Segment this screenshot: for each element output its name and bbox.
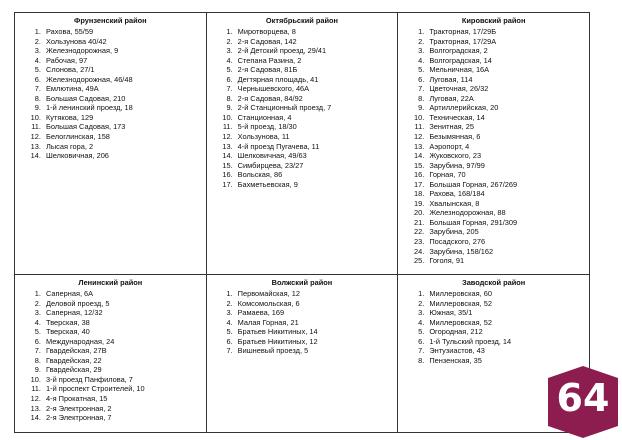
address-item: 16. Вольская, 86 [235, 170, 394, 180]
address-item: 11. Большая Садовая, 173 [43, 122, 202, 132]
address-item: 8. Гвардейская, 22 [43, 356, 202, 366]
address-item: 14. Жуковского, 23 [426, 151, 585, 161]
address-item: 8. Большая Садовая, 210 [43, 94, 202, 104]
address-item: 1. Саперная, 6А [43, 289, 202, 299]
address-item: 6. Братьев Никитиных, 12 [235, 337, 394, 347]
address-item: 19. Хвалынская, 8 [426, 199, 585, 209]
district-title: Волжский район [271, 278, 333, 287]
address-item: 1. Рахова, 55/59 [43, 27, 202, 37]
address-item: 3. Железнодорожная, 9 [43, 46, 202, 56]
address-list [402, 289, 585, 365]
address-item: 4. Степана Разина, 2 [235, 56, 394, 66]
address-item: 22. Зарубина, 205 [426, 227, 585, 237]
address-item: 17. Бахметьевская, 9 [235, 180, 394, 190]
address-item: 11. 1-й проспект Строителей, 10 [43, 384, 202, 394]
address-item: 6. 1-й Тульский проезд, 14 [426, 337, 585, 347]
address-item: 4. Миллеровская, 52 [426, 318, 585, 328]
address-item: 13. Лысая гора, 2 [43, 142, 202, 152]
address-item: 4. Малая Горная, 21 [235, 318, 394, 328]
address-list [211, 27, 394, 189]
address-item: 2. Комсомольская, 6 [235, 299, 394, 309]
address-item: 14. Шелковичная, 49/63 [235, 151, 394, 161]
address-item: 2. Тракторная, 17/29А [426, 37, 585, 47]
address-item: 18. Рахова, 168/184 [426, 189, 585, 199]
address-item: 1. Миллеровская, 60 [426, 289, 585, 299]
district-cell [15, 13, 207, 275]
address-item: 3. Волгоградская, 2 [426, 46, 585, 56]
region-64-logo [548, 366, 618, 438]
badge-number: 64 [556, 376, 610, 420]
address-item: 7. Гвардейская, 27В [43, 346, 202, 356]
address-item: 4. Тверская, 38 [43, 318, 202, 328]
address-item: 4. Рабочая, 97 [43, 56, 202, 66]
address-item: 16. Горная, 70 [426, 170, 585, 180]
address-item: 1. Тракторная, 17/29Б [426, 27, 585, 37]
address-item: 2. 2-я Садовая, 142 [235, 37, 394, 47]
address-item: 15. Симбирцева, 23/27 [235, 161, 394, 171]
address-item: 14. 2-я Электронная, 7 [43, 413, 202, 423]
district-title: Заводской район [462, 278, 526, 287]
table-row-bottom [15, 275, 590, 433]
district-cell [206, 13, 398, 275]
address-item: 2. Хользунова 40/42 [43, 37, 202, 47]
address-item: 20. Железнодорожная, 88 [426, 208, 585, 218]
address-list [19, 289, 202, 423]
district-title: Октябрьский район [265, 16, 339, 25]
address-item: 9. Гвардейская, 29 [43, 365, 202, 375]
district-title: Ленинский район [78, 278, 143, 287]
address-item: 8. Пензенская, 35 [426, 356, 585, 366]
address-item: 5. Тверская, 40 [43, 327, 202, 337]
address-item: 23. Посадского, 276 [426, 237, 585, 247]
address-item: 5. Братьев Никитиных, 14 [235, 327, 394, 337]
address-item: 24. Зарубина, 158/162 [426, 247, 585, 257]
address-item: 8. Луговая, 22А [426, 94, 585, 104]
address-item: 10. Кутякова, 129 [43, 113, 202, 123]
address-list [402, 27, 585, 266]
address-item: 13. 2-я Электронная, 2 [43, 404, 202, 414]
address-item: 3. Южная, 35/1 [426, 308, 585, 318]
address-item: 13. Аэропорт, 4 [426, 142, 585, 152]
address-item: 21. Большая Горная, 291/309 [426, 218, 585, 228]
address-item: 13. 4-й проезд Пугачева, 11 [235, 142, 394, 152]
address-item: 2. Деловой проезд, 5 [43, 299, 202, 309]
address-item: 25. Гоголя, 91 [426, 256, 585, 266]
address-item: 10. Станционная, 4 [235, 113, 394, 123]
address-item: 12. Хользунова, 11 [235, 132, 394, 142]
address-item: 14. Шелковичная, 206 [43, 151, 202, 161]
address-item: 10. Техническая, 14 [426, 113, 585, 123]
district-cell [398, 13, 590, 275]
address-item: 11. 5-й проезд, 18/30 [235, 122, 394, 132]
address-item: 9. Артиллерийская, 20 [426, 103, 585, 113]
address-item: 2. Миллеровская, 52 [426, 299, 585, 309]
district-title: Фрунзенский район [74, 16, 147, 25]
address-item: 6. Луговая, 114 [426, 75, 585, 85]
address-list [19, 27, 202, 161]
address-item: 4. Волгоградская, 14 [426, 56, 585, 66]
address-list [211, 289, 394, 356]
address-item: 1. Миротворцева, 8 [235, 27, 394, 37]
address-item: 5. Слонова, 27/1 [43, 65, 202, 75]
address-item: 3. Рамаева, 169 [235, 308, 394, 318]
address-item: 10. 3-й проезд Панфилова, 7 [43, 375, 202, 385]
table-row-top [15, 13, 590, 275]
address-item: 8. 2-я Садовая, 84/92 [235, 94, 394, 104]
address-item: 7. Энтузиастов, 43 [426, 346, 585, 356]
address-item: 17. Большая Горная, 267/269 [426, 180, 585, 190]
address-item: 7. Емлютина, 49А [43, 84, 202, 94]
address-item: 15. Зарубина, 97/99 [426, 161, 585, 171]
address-item: 6. Международная, 24 [43, 337, 202, 347]
district-cell [206, 275, 398, 433]
address-item: 7. Вишневый проезд, 5 [235, 346, 394, 356]
address-item: 5. Мельничная, 16А [426, 65, 585, 75]
address-item: 9. 2-й Станционный проезд, 7 [235, 103, 394, 113]
address-item: 6. Железнодорожная, 46/48 [43, 75, 202, 85]
address-item: 11. Зенитная, 25 [426, 122, 585, 132]
address-item: 12. Безымянная, 6 [426, 132, 585, 142]
address-item: 3. 2-й Детский проезд, 29/41 [235, 46, 394, 56]
address-item: 9. 1-й ленинский проезд, 18 [43, 103, 202, 113]
address-item: 3. Саперная, 12/32 [43, 308, 202, 318]
district-title: Кировский район [461, 16, 526, 25]
district-address-table [14, 12, 590, 433]
address-item: 12. 4-я Прокатная, 15 [43, 394, 202, 404]
address-item: 5. Огородная, 212 [426, 327, 585, 337]
address-item: 1. Первомайская, 12 [235, 289, 394, 299]
district-cell [15, 275, 207, 433]
address-item: 5. 2-я Садовая, 81Б [235, 65, 394, 75]
address-item: 12. Белоглинская, 158 [43, 132, 202, 142]
address-item: 6. Дегтярная площадь, 41 [235, 75, 394, 85]
address-item: 7. Чернышевского, 46А [235, 84, 394, 94]
address-item: 7. Цветочная, 26/32 [426, 84, 585, 94]
